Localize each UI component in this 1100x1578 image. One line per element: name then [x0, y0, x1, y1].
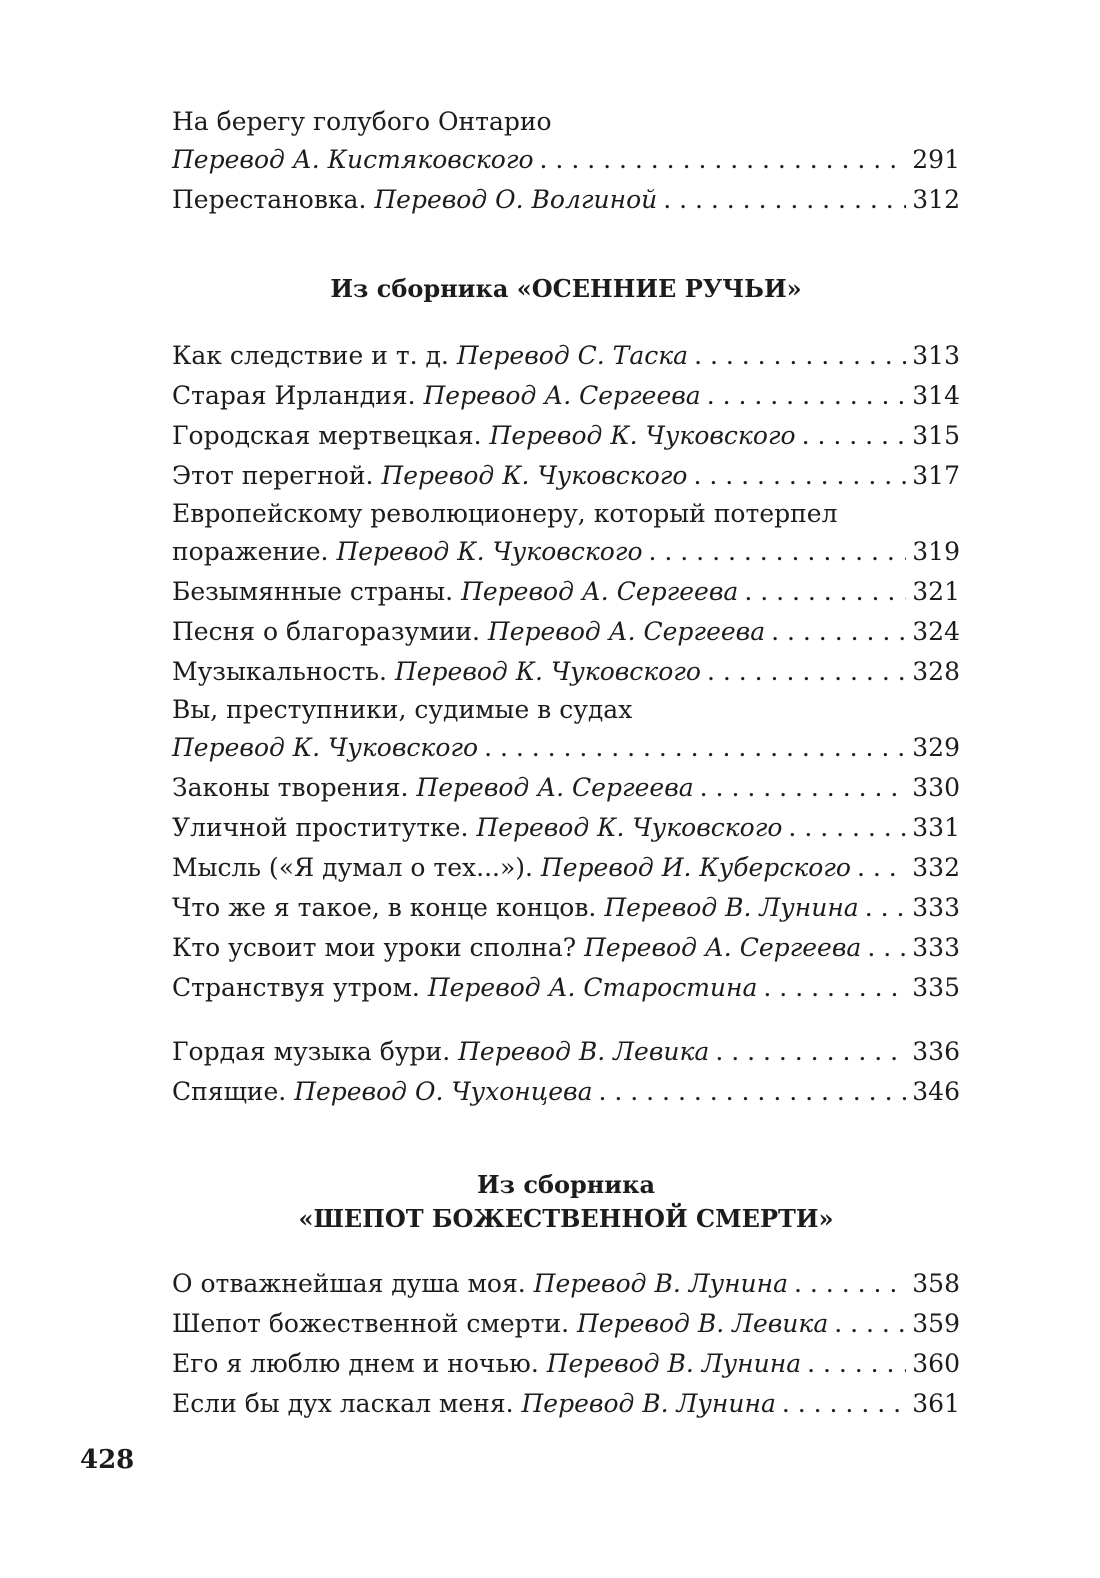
dot-leader — [649, 532, 907, 572]
toc-entry-page: 315 — [912, 421, 960, 450]
section-heading: Из сборника — [476, 1170, 655, 1199]
toc-entry — [172, 888, 960, 928]
toc-entry-page: 336 — [912, 1037, 960, 1066]
toc-entry-title: Кто усвоит мои уроки сполна? — [172, 933, 585, 962]
dot-leader — [540, 140, 907, 180]
toc-entry-page: 328 — [912, 657, 960, 686]
toc-entry-page: 333 — [912, 893, 960, 922]
dot-leader — [794, 1264, 906, 1304]
toc-entry-page: 331 — [912, 813, 960, 842]
toc-entry-translator: Перевод К. Чуковского — [172, 733, 479, 762]
toc-entry-translator: Перевод О. Чухонцева — [294, 1077, 593, 1106]
toc-entry-page: 330 — [912, 773, 960, 802]
toc-entry-page: 312 — [912, 185, 960, 214]
toc-entry — [172, 1344, 960, 1384]
toc-entry-title-line: Европейскому революционеру, который потерпел — [172, 499, 838, 528]
toc-entry — [172, 376, 960, 416]
dot-leader — [867, 928, 906, 968]
dot-leader — [744, 572, 906, 612]
toc-entry — [172, 1072, 960, 1112]
section-heading: «ШЕПОТ БОЖЕСТВЕННОЙ СМЕРТИ» — [298, 1204, 834, 1233]
toc-entry-page: 329 — [912, 733, 960, 762]
toc-entry-translator: Перевод А. Сергеева — [487, 617, 766, 646]
toc-entry-title: Городская мертвецкая. — [172, 421, 490, 450]
toc-entry-translator: Перевод К. Чуковского — [489, 421, 796, 450]
toc-entry-title: Мысль («Я думал о тех...»). — [172, 853, 541, 882]
dot-leader — [663, 180, 906, 220]
toc-entry — [172, 140, 960, 180]
dot-leader — [834, 1304, 906, 1344]
toc-entry — [172, 1304, 960, 1344]
toc-entry — [172, 456, 960, 496]
toc-entry-translator: Перевод К. Чуковского — [336, 537, 643, 566]
toc-entry-page: 317 — [912, 461, 960, 490]
dot-leader — [788, 808, 906, 848]
toc-entry — [172, 652, 960, 692]
toc-entry-page: 314 — [912, 381, 960, 410]
toc-entry-title: Как следствие и т. д. — [172, 341, 457, 370]
toc-entry-title-line: Вы, преступники, судимые в судах — [172, 695, 633, 724]
toc-entry-title: О отважнейшая душа моя. — [172, 1269, 534, 1298]
toc-entry-page: 324 — [912, 617, 960, 646]
toc-entry — [172, 1032, 960, 1072]
toc-entry — [172, 416, 960, 456]
toc-entry-translator: Перевод И. Куберского — [540, 853, 851, 882]
toc-entry-page: 321 — [912, 577, 960, 606]
toc-entry-title: Странствуя утром. — [172, 973, 428, 1002]
toc-entry — [172, 928, 960, 968]
dot-leader — [484, 728, 906, 768]
toc-entry — [172, 532, 960, 572]
toc-entry — [172, 572, 960, 612]
dot-leader — [782, 1384, 906, 1424]
toc-entry-title: Шепот божественной смерти. — [172, 1309, 578, 1338]
dot-leader — [715, 1032, 906, 1072]
dot-leader — [598, 1072, 906, 1112]
toc-entry-translator: Перевод В. Левика — [458, 1037, 710, 1066]
toc-entry-translator: Перевод В. Левика — [577, 1309, 829, 1338]
toc-entry-page: 319 — [912, 537, 960, 566]
toc-entry — [172, 336, 960, 376]
dot-leader — [700, 768, 907, 808]
toc-entry-page: 358 — [912, 1269, 960, 1298]
table-of-contents — [172, 104, 960, 1424]
toc-entry-page: 333 — [912, 933, 960, 962]
toc-entry-translator: Перевод С. Таска — [456, 341, 689, 370]
toc-entry-page: 359 — [912, 1309, 960, 1338]
dot-leader — [807, 1344, 906, 1384]
toc-entry-title: Уличной проститутке. — [172, 813, 477, 842]
toc-entry-title: Спящие. — [172, 1077, 295, 1106]
toc-entry — [172, 180, 960, 220]
dot-leader — [802, 416, 907, 456]
toc-entry-title: Если бы дух ласкал меня. — [172, 1389, 522, 1418]
toc-entry-title-line: На берегу голубого Онтарио — [172, 107, 552, 136]
toc-entry-page: 360 — [912, 1349, 960, 1378]
toc-entry-page: 335 — [912, 973, 960, 1002]
toc-entry-translator: Перевод А. Сергеева — [423, 381, 701, 410]
dot-leader — [771, 612, 906, 652]
toc-entry-translator: Перевод В. Лунина — [604, 893, 859, 922]
toc-entry-translator: Перевод К. Чуковского — [476, 813, 783, 842]
toc-entry-page: 291 — [912, 145, 960, 174]
toc-entry-title: Старая Ирландия. — [172, 381, 424, 410]
section-entries — [172, 336, 960, 1008]
dot-leader — [857, 848, 906, 888]
toc-entry-translator: Перевод К. Чуковского — [381, 461, 688, 490]
dot-leader — [694, 336, 906, 376]
toc-entry — [172, 612, 960, 652]
toc-entry-translator: Перевод А. Сергеева — [584, 933, 862, 962]
toc-entry-translator: Перевод А. Старостина — [427, 973, 758, 1002]
toc-entry-title: Гордая музыка бури. — [172, 1037, 459, 1066]
dot-leader — [865, 888, 907, 928]
toc-entry-translator: Перевод В. Лунина — [533, 1269, 789, 1298]
toc-entry — [172, 808, 960, 848]
toc-entry — [172, 768, 960, 808]
toc-entry — [172, 728, 960, 768]
toc-entry-translator: Перевод В. Лунина — [521, 1389, 776, 1418]
toc-entry-title: Безымянные страны. — [172, 577, 462, 606]
toc-entry-title: поражение. — [172, 537, 337, 566]
toc-entry-title: Законы творения. — [172, 773, 417, 802]
toc-entry-page: 346 — [912, 1077, 960, 1106]
toc-entry-title: Что же я такое, в конце концов. — [172, 893, 605, 922]
section-heading: Из сборника «ОСЕННИЕ РУЧЬИ» — [330, 274, 802, 303]
toc-entry-translator: Перевод К. Чуковского — [394, 657, 701, 686]
toc-entry-title: Песня о благоразумии. — [172, 617, 488, 646]
toc-entry-title: Его я люблю днем и ночью. — [172, 1349, 547, 1378]
dot-leader — [707, 376, 907, 416]
toc-entry-translator: Перевод А. Сергеева — [416, 773, 694, 802]
dot-leader — [763, 968, 906, 1008]
toc-entry — [172, 1384, 960, 1424]
page-number: 428 — [80, 1445, 135, 1475]
toc-entry-translator: Перевод О. Волгиной — [374, 185, 658, 214]
section-entries — [172, 1032, 960, 1112]
toc-entry-page: 361 — [912, 1389, 960, 1418]
toc-entry-translator: Перевод В. Лунина — [546, 1349, 802, 1378]
toc-entry — [172, 1264, 960, 1304]
toc-entry-page: 332 — [912, 853, 960, 882]
dot-leader — [693, 456, 906, 496]
toc-entry — [172, 848, 960, 888]
section-entries — [172, 1264, 960, 1424]
toc-entry-title: Этот перегной. — [172, 461, 382, 490]
toc-entry — [172, 968, 960, 1008]
toc-entry-title: Перестановка. — [172, 185, 375, 214]
toc-entry-title: Музыкальность. — [172, 657, 395, 686]
toc-entry-translator: Перевод А. Сергеева — [461, 577, 739, 606]
dot-leader — [707, 652, 906, 692]
toc-entry-translator: Перевод А. Кистяковского — [172, 145, 534, 174]
toc-entry-page: 313 — [912, 341, 960, 370]
